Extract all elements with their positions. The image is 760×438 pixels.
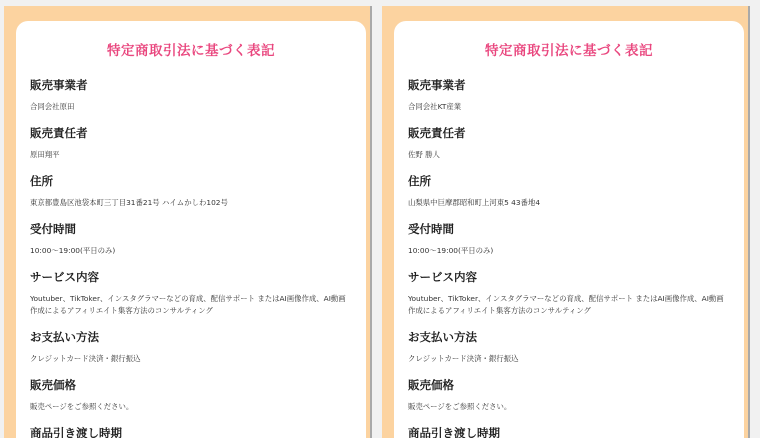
section-responsible-person	[30, 125, 352, 161]
section-text: 合同会社原田	[30, 102, 75, 111]
section-heading: 販売責任者	[408, 126, 466, 140]
section-text: クレジットカード決済・銀行振込	[408, 354, 519, 363]
left-panel	[4, 6, 372, 438]
section-text: 10:00〜19:00(平日のみ)	[30, 246, 116, 255]
page-title: 特定商取引法に基づく表記	[485, 43, 653, 59]
section-text: 合同会社KT産業	[408, 102, 462, 111]
section-heading: サービス内容	[408, 270, 477, 284]
section-address	[30, 173, 352, 209]
section-payment	[408, 329, 730, 365]
section-text: Youtuber、TikToker、インスタグラマーなどの育成、配信サポート またはAI画像作成、AI動画作成によるアフィリエイト集客方法のコンサルティング	[30, 294, 346, 315]
page-title: 特定商取引法に基づく表記	[107, 43, 275, 59]
section-payment	[30, 329, 352, 365]
section-heading: 受付時間	[30, 222, 76, 236]
section-responsible-person	[408, 125, 730, 161]
right-panel	[382, 6, 750, 438]
section-price	[408, 377, 730, 413]
section-address	[408, 173, 730, 209]
section-text: 販売ページをご参照ください。	[408, 402, 512, 411]
section-price	[30, 377, 352, 413]
section-delivery	[408, 425, 730, 438]
legal-notice-card	[16, 21, 366, 438]
section-text: 10:00〜19:00(平日のみ)	[408, 246, 494, 255]
section-hours	[408, 221, 730, 257]
section-heading: 受付時間	[408, 222, 454, 236]
section-heading: 販売価格	[30, 378, 76, 392]
section-text: クレジットカード決済・銀行振込	[30, 354, 141, 363]
section-heading: 商品引き渡し時期	[408, 426, 500, 438]
section-heading: 販売価格	[408, 378, 454, 392]
section-text: 佐野 勝人	[408, 150, 440, 159]
section-service	[30, 269, 352, 317]
section-text: 原田翔平	[30, 150, 60, 159]
legal-notice-card	[394, 21, 744, 438]
section-text: Youtuber、TikToker、インスタグラマーなどの育成、配信サポート またはAI画像作成、AI動画作成によるアフィリエイト集客方法のコンサルティング	[408, 294, 724, 315]
section-text: 販売ページをご参照ください。	[30, 402, 134, 411]
section-heading: 商品引き渡し時期	[30, 426, 122, 438]
section-delivery	[30, 425, 352, 438]
section-heading: お支払い方法	[30, 330, 99, 344]
section-heading: 販売責任者	[30, 126, 88, 140]
section-text: 山梨県中巨摩郡昭和町上河東5 43番地4	[408, 198, 541, 207]
section-text: 東京都豊島区池袋本町三丁目31番21号 ハイムかしわ102号	[30, 198, 228, 207]
section-heading: 住所	[30, 174, 53, 188]
section-heading: お支払い方法	[408, 330, 477, 344]
section-seller	[408, 77, 730, 113]
section-heading: 販売事業者	[30, 78, 88, 92]
section-heading: サービス内容	[30, 270, 99, 284]
section-seller	[30, 77, 352, 113]
section-heading: 住所	[408, 174, 431, 188]
section-service	[408, 269, 730, 317]
section-heading: 販売事業者	[408, 78, 466, 92]
section-hours	[30, 221, 352, 257]
